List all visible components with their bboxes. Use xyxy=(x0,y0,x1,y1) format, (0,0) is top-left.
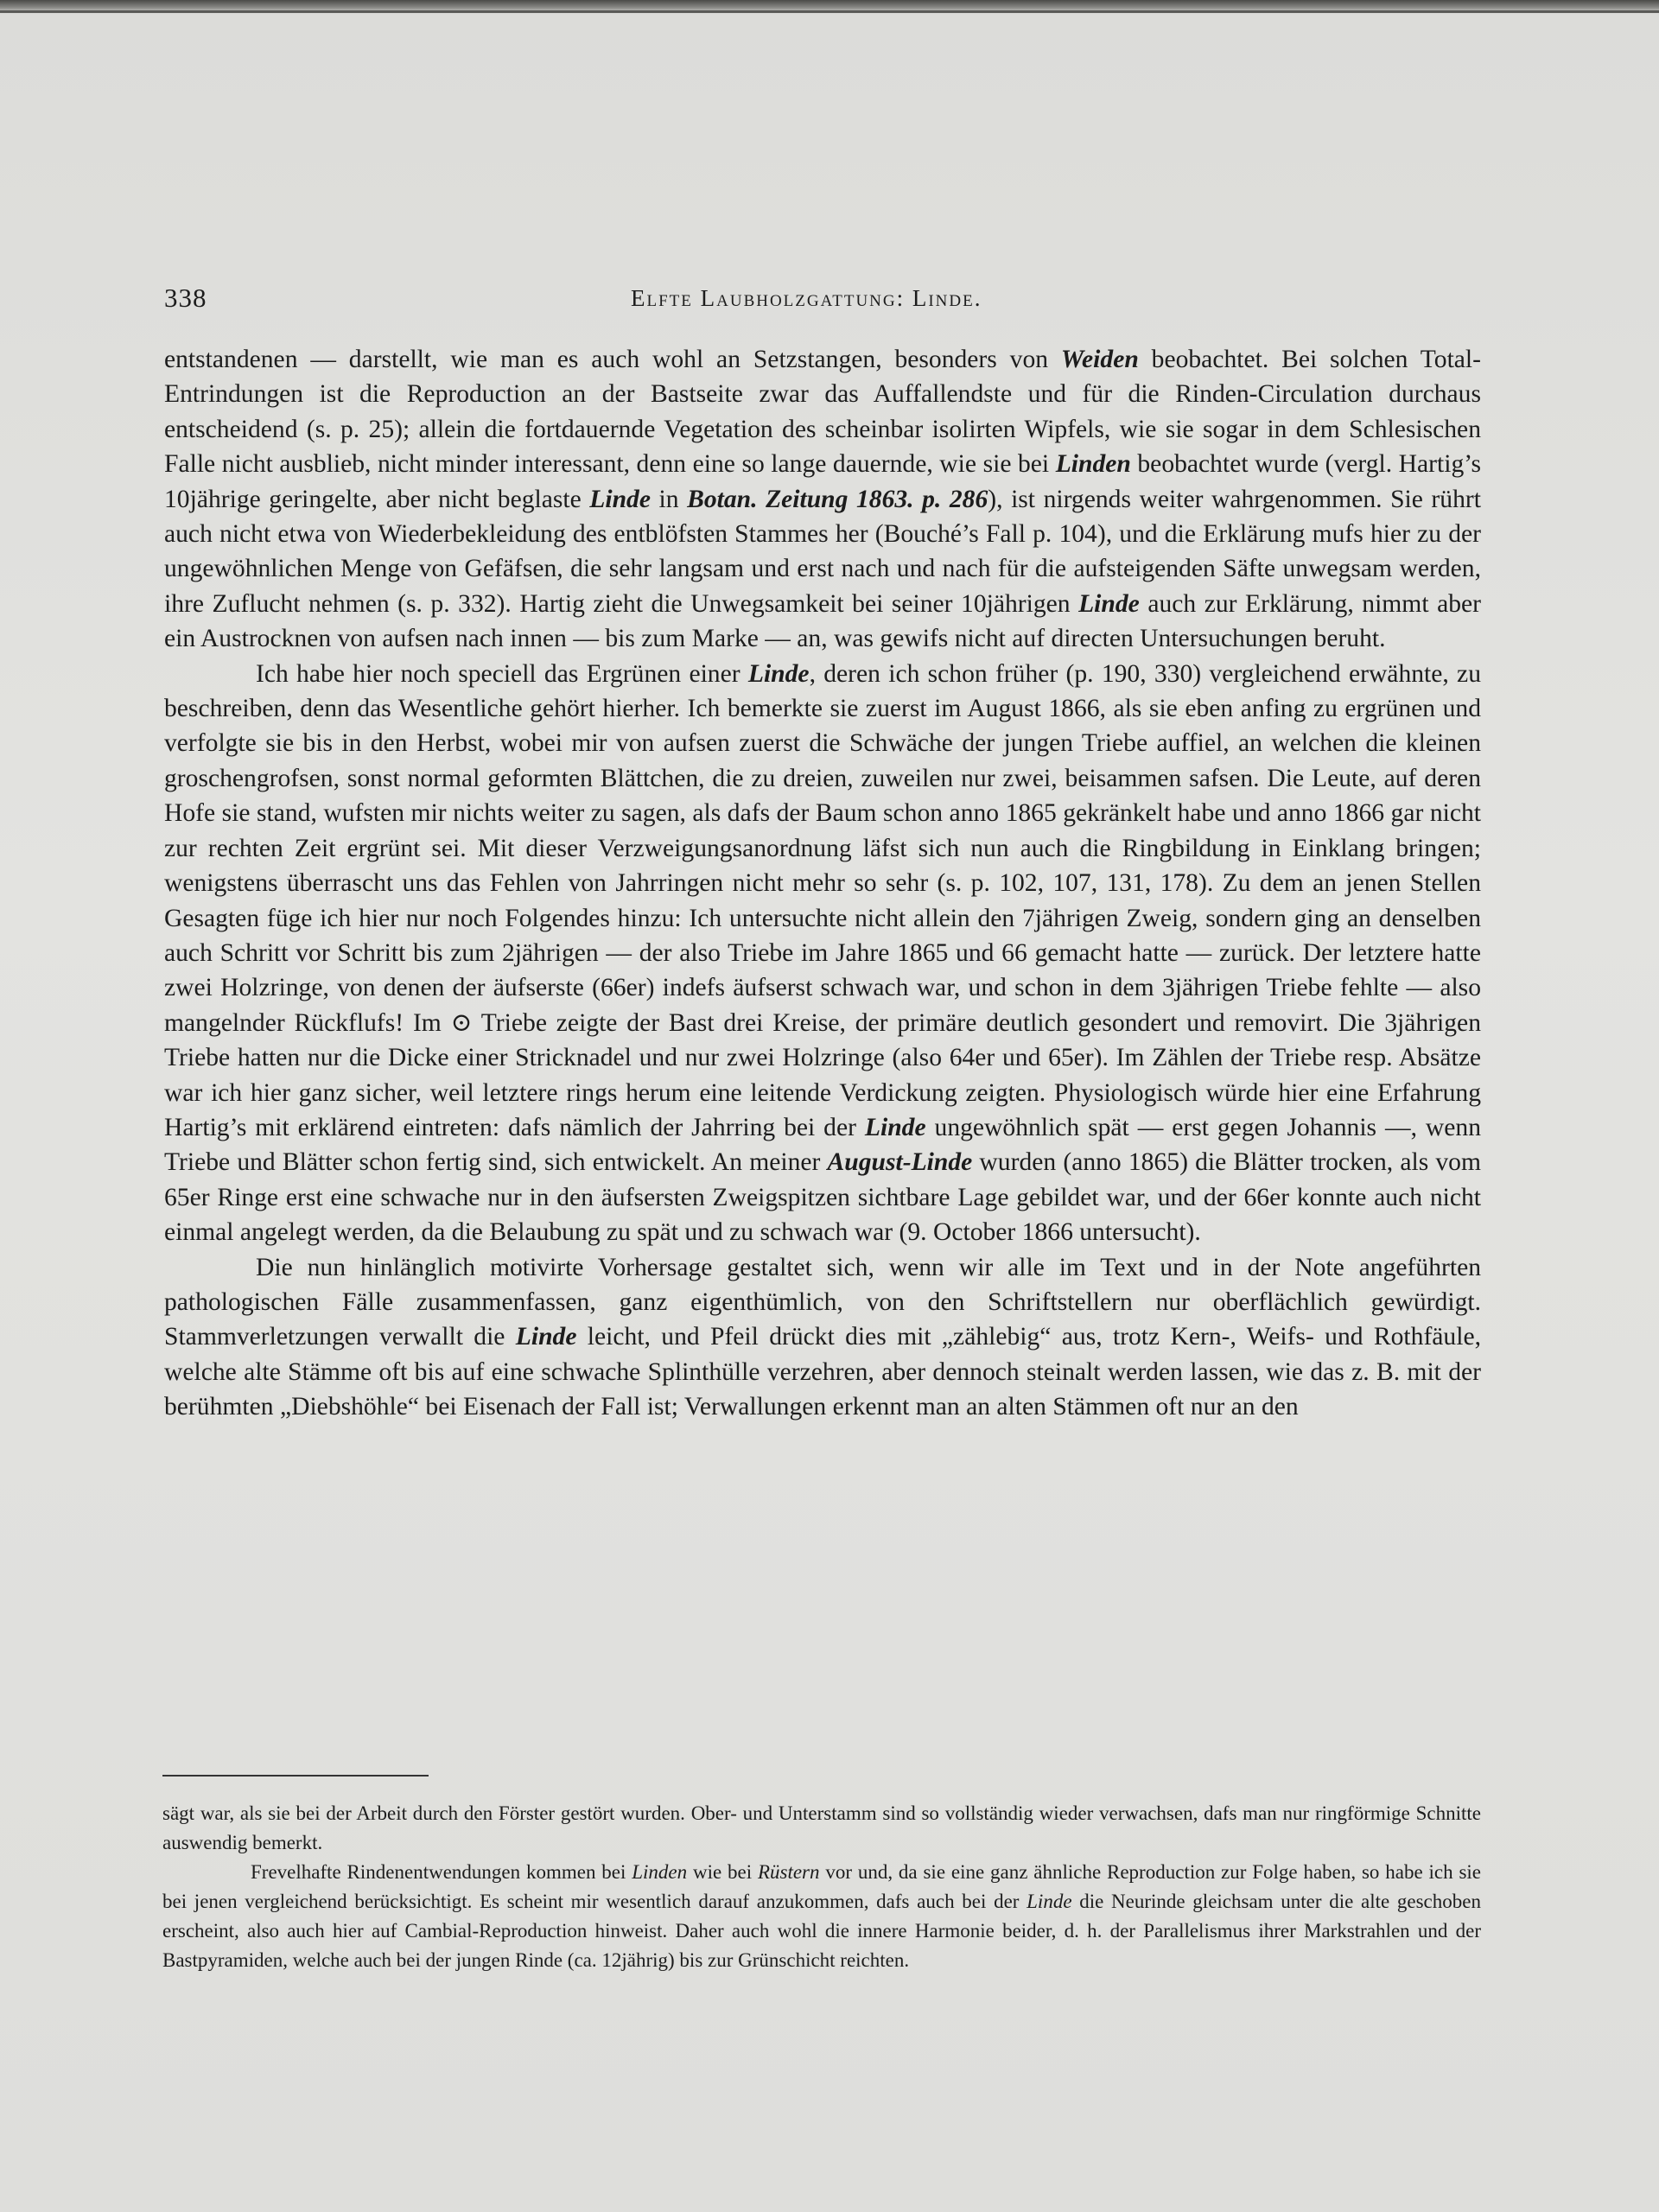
text-run: Frevelhafte Rindenentwendungen kommen bei xyxy=(251,1861,632,1883)
italic-term: Linden xyxy=(1055,450,1131,479)
text-run: , deren ich schon früher (p. 190, 330) vergleichend erwähnte, zu beschreiben, denn das Wesentliche gehört hierher. Ich bemerkte sie zuerst im August 1866, als sie eben anfing zu ergrünen und verfolgte sie bis in den Herbst, wobei mir von aufsen zuerst die Schwäche der jungen Triebe auffiel, an welchen die kleinen groschengrofsen, sonst normal geformten Blättchen, die zu dreien, zuweilen nur zwei, beisammen safsen. Die Leute, auf deren Hofe sie stand, wufsten mir nichts weiter zu sagen, als dafs der Baum schon anno 1865 gekränkelt habe und anno 1866 gar nicht zur rechten Zeit ergrünt sei. Mit dieser Verzweigungsanordnung läfst sich nun auch die Ringbildung in Einklang bringen; wenigstens überrascht uns das Fehlen von Jahrringen nicht mehr so sehr (s. p. 102, 107, 131, 178). Zu dem an jenen Stellen Gesagten füge ich hier nur noch Folgendes hinzu: Ich untersuchte nicht allein den 7jährigen Zweig, sondern ging an denselben auch Schritt vor Schritt bis zum 2jährigen — der also Triebe im Jahre 1865 und 66 gemacht hatte — zurück. Der letztere hatte zwei Holzringe, von denen der äufserste (66er) indefs äufserst schwach war, und schon in dem 3jährigen Triebe fehlte — also mangelnder Rückflufs! Im ⊙ Triebe zeigte der Bast drei Kreise, der primäre deutlich gesondert und removirt. Die 3jährigen Triebe hatten nur die Dicke einer Stricknadel und nur zwei Holzringe (also 64er und 65er). Im Zählen der Triebe resp. Absätze war ich hier ganz sicher, weil letztere rings herum eine leitende Verdickung zeigten. Physiologisch würde hier eine Erfahrung Hartig’s mit erklärend eintreten: dafs nämlich der Jahrring bei der xyxy=(164,659,1481,1141)
text-run: wie bei xyxy=(687,1861,758,1883)
text-run: entstandenen — darstellt, wie man es auch wohl an Setzstangen, besonders von xyxy=(164,346,1061,373)
italic-term: Linde xyxy=(747,659,810,688)
italic-term: Linde xyxy=(515,1323,577,1351)
page-top-edge-line xyxy=(0,10,1659,13)
footnote-paragraph-2 xyxy=(162,1858,1481,1975)
text-run: wurden (anno 1865) die Blätter trocken, als vom 65er Ringe erst eine schwache nur in den äufsersten Zweigspitzen sichtbare Lage gebildet war, und der 66er konnte auch nicht einmal angelegt werden, da die Belaubung zu spät und zu schwach war (9. October 1866 untersucht). xyxy=(164,1148,1481,1247)
italic-term: Linden xyxy=(632,1861,688,1883)
paragraph-3 xyxy=(164,1250,1481,1425)
body-text xyxy=(164,342,1481,1425)
paragraph-2 xyxy=(164,657,1481,1250)
text-run: ungewöhnlich spät — erst gegen Johannis —, wenn Triebe und Blätter schon fertig sind, sich entwickelt. An meiner xyxy=(164,1113,1481,1177)
text-run: beobachtet wurde (vergl. Hartig’s 10jährige geringelte, aber nicht beglaste xyxy=(164,450,1481,513)
italic-term: Weiden xyxy=(1060,346,1139,373)
italic-term: Linde xyxy=(864,1113,926,1141)
paragraph-1 xyxy=(164,342,1481,657)
page-header xyxy=(164,283,1486,321)
running-head: Elfte Laubholzgattung: Linde. xyxy=(631,285,982,311)
italic-term: Rüstern xyxy=(757,1861,820,1883)
italic-term: Linde xyxy=(1078,589,1140,618)
italic-term: Linde xyxy=(589,485,651,513)
text-run: leicht, und Pfeil drückt dies mit „zählebig“ aus, trotz Kern-, Weifs- und Rothfäule, welche alte Stämme oft bis auf eine schwache Splinthülle verzehren, aber dennoch steinalt werden lassen, wie das z. B. mit der berühmten „Diebshöhle“ bei Eisenach der Fall ist; Verwallungen erkennt man an alten Stämmen oft nur an den xyxy=(164,1323,1481,1421)
footnote-separator xyxy=(162,1775,429,1777)
page-number: 338 xyxy=(164,283,207,313)
footnote-paragraph-1 xyxy=(162,1799,1481,1858)
text-run: beobachtet. Bei solchen Total-Entrindungen ist die Reproduction an der Bastseite zwar das Auffallendste und für die Rinden-Circulation durchaus entscheidend (s. p. 25); allein die fortdauernde Vegetation des scheinbar isolirten Wipfels, wie sie sogar in dem Schlesischen Falle nicht ausblieb, nicht minder interessant, denn eine so lange dauernde, wie sie bei xyxy=(164,346,1482,479)
text-run: sägt war, als sie bei der Arbeit durch den Förster gestört wurden. Ober- und Unterstamm sind so vollständig wieder verwachsen, dafs man nur ringförmige Schnitte auswendig bemerkt. xyxy=(162,1802,1481,1853)
text-run: Die nun hinlänglich motivirte Vorhersage gestaltet sich, wenn wir alle im Text und in der Note angeführten pathologischen Fälle zusammenfassen, ganz eigenthümlich, von den Schriftstellern nur oberflächlich gewürdigt. Stammverletzungen verwallt die xyxy=(164,1253,1481,1351)
text-run: die Neurinde gleichsam unter die alte geschoben erscheint, also auch hier auf Cambial-Reproduction hinweist. Daher auch wohl die innere Harmonie beider, d. h. der Parallelismus ihrer Markstrahlen und der Bastpyramiden, welche auch bei der jungen Rinde (ca. 12jährig) bis zur Grünschicht reichten. xyxy=(162,1891,1481,1971)
italic-term: Botan. Zeitung 1863. p. 286 xyxy=(687,485,988,513)
text-run: vor und, da sie eine ganz ähnliche Reproduction zur Folge haben, so habe ich sie bei jenen vergleichend berücksichtigt. Es scheint mir wesentlich darauf anzukommen, dafs auch bei der xyxy=(162,1861,1481,1912)
text-run: ), ist nirgends weiter wahrgenommen. Sie rührt auch nicht etwa von Wiederbekleidung des entblöfsten Stammes her (Bouché’s Fall p. 104), und die Erklärung mufs hier zu der ungewöhnlichen Menge von Gefäfsen, die sehr langsam und erst nach und nach für die aufsteigenden Säfte unwegsam werden, ihre Zuflucht nehmen (s. p. 332). Hartig zieht die Unwegsamkeit bei seiner 10jährigen xyxy=(164,485,1481,618)
text-run: auch zur Erklärung, nimmt aber ein Austrocknen von aufsen nach innen — bis zum Marke — an, was gewifs nicht auf directen Untersuchungen beruht. xyxy=(164,589,1481,653)
text-run: in xyxy=(650,485,688,513)
text-run: Ich habe hier noch speciell das Ergrünen einer xyxy=(256,659,748,688)
footnotes xyxy=(162,1799,1481,1975)
italic-term: August-Linde xyxy=(827,1148,973,1177)
italic-term: Linde xyxy=(1027,1891,1072,1912)
